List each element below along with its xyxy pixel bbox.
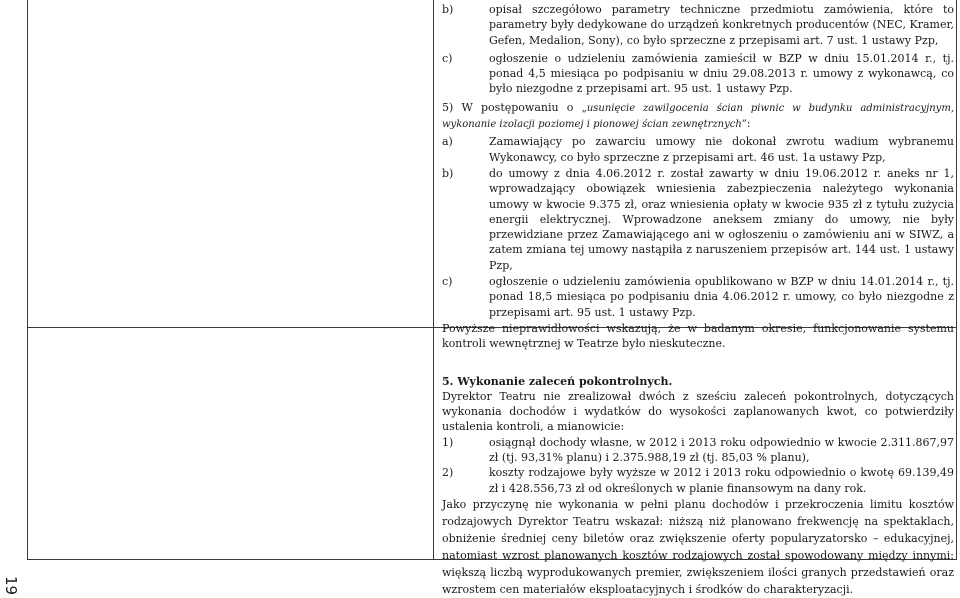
point-5-colon: : (746, 117, 751, 131)
list-text: Zamawiający po zawarciu umowy nie dokonał zwrotu wadium wybranemu Wykonawcy, co było sprzeczne z przepisami art. 46 ust. 1a ustawy Pzp, (489, 135, 954, 164)
point-5-intro (442, 100, 954, 133)
list-marker: 1) (442, 435, 454, 449)
list-text: ogłoszenie o udzieleniu zamówienia opublikowano w BZP w dniu 14.01.2014 r., tj. ponad 18,5 miesiąca po podpisaniu dnia 4.06.2012 r. umowy, co było niezgodne z przepisami art. 95 ust. 1 ustawy Pzp. (489, 275, 954, 319)
list-marker: b) (442, 3, 454, 16)
table-border-middle (433, 0, 434, 560)
summary-paragraph: Powyższe nieprawidłowości wskazują, że w badanym okresie, funkcjonowanie systemu kontroli wewnętrznej w Teatrze było nieskuteczne. (442, 321, 954, 351)
list-marker: c) (442, 51, 453, 65)
list-item (442, 435, 954, 466)
list-text: do umowy z dnia 4.06.2012 r. został zawarty w dniu 19.06.2012 r. aneks nr 1, wprowadzający obowiązek wniesienia zabezpieczenia należytego wykonania umowy w kwocie 9.375 zł, oraz wniesienia opłaty w kwocie 935 zł z tytułu zużycia energii elektrycznej. Wprowadzone aneksem zmiany do umowy, nie były przewidziane przez Zamawiającego ani w ogłoszeniu o zamówieniu ani w SIWZ, a zatem zmiana tej umowy nastąpiła z naruszeniem przepisów art. 144 ust. 1 ustawy Pzp, (489, 166, 954, 272)
section-heading: 5. Wykonanie zaleceń pokontrolnych. (442, 374, 673, 388)
findings-column (442, 0, 954, 598)
table-border-left (27, 0, 28, 560)
list-item (442, 465, 954, 496)
list-text: opisał szczegółowo parametry techniczne przedmiotu zamówienia, które to parametry były dedykowane do urządzeń konkretnych producentów (NEC, Kramer, Gefen, Medalion, Sony), co było sprzeczne z przepisami art. 7 ust. 1 ustawy Pzp, (489, 3, 954, 47)
procurement-title: „usunięcie zawilgocenia ścian piwnic w budynku administracyjnym, wykonanie izolacji poziomej i pionowej ścian zewnętrznych” (442, 102, 954, 131)
list-text: ogłoszenie o udzieleniu zamówienia zamieścił w BZP w dniu 15.01.2014 r., tj. ponad 4,5 miesiąca po podpisaniu w dniu 29.08.2013 r. umowy z wykonawcą, co było niezgodne z przepisami art. 95 ust. 1 ustawy Pzp. (489, 51, 954, 96)
section-intro: Dyrektor Teatru nie zrealizował dwóch z sześciu zaleceń pokontrolnych, dotyczących wykonania dochodów i wydatków do wysokości zaplanowanych kwot, co potwierdziły ustalenia kontroli, a mianowicie: (442, 389, 954, 434)
list-text: osiągnął dochody własne, w 2012 i 2013 roku odpowiednio w kwocie 2.311.867,97 zł (tj. 93,31% planu) i 2.375.988,19 zł (tj. 85,03 % planu), (489, 435, 954, 465)
list-marker: c) (442, 275, 453, 289)
list-item (442, 274, 954, 320)
list-item (442, 51, 954, 97)
list-marker: b) (442, 166, 454, 180)
list-item (442, 166, 954, 273)
list-text: koszty rodzajowe były wyższe w 2012 i 2013 roku odpowiednio o kwotę 69.139,49 zł i 428.556,73 zł od określonych w planie finansowym na dany rok. (489, 466, 954, 495)
list-marker: 2) (442, 466, 454, 480)
list-marker: a) (442, 135, 453, 149)
page-number: 19 (2, 576, 20, 596)
point-5-lead: 5) W postępowaniu o (442, 100, 582, 114)
list-item (442, 134, 954, 165)
table-border-right (956, 0, 957, 560)
list-item (442, 2, 954, 48)
conclusion-paragraph: Jako przyczynę nie wykonania w pełni planu dochodów i przekroczenia limitu kosztów rodzajowych Dyrektor Teatru wskazał: niższą niż planowano frekwencję na spektaklach, obniżenie średniej ceny biletów oraz zwiększenie oferty popularyzatorsko – edukacyjnej, natomiast wzrost planowanych kosztów rodzajowych został spowodowany między innymi: większą liczbą wyprodukowanych premier, zwiększeniem ilości granych przedstawień oraz wzrostem cen materiałów eksploatacyjnych i środków do charakteryzacji. (442, 497, 954, 596)
